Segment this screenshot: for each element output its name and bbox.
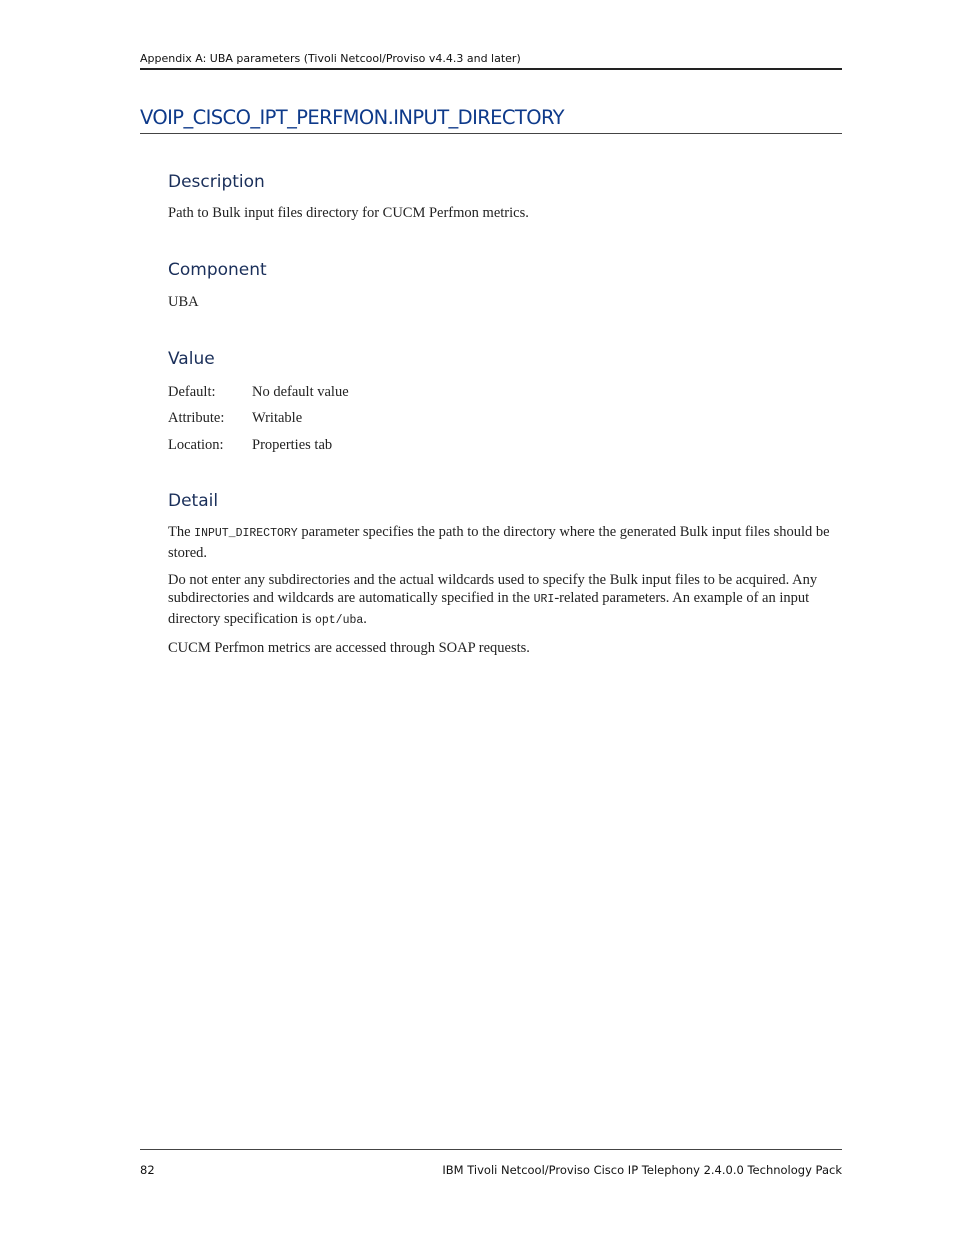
running-header [140, 52, 842, 70]
detail-p2-code-path: opt/uba [314, 613, 364, 627]
running-header-text: Appendix A: UBA parameters (Tivoli Netcool/Proviso v4.4.3 and later) [140, 52, 521, 65]
detail-body [168, 523, 842, 666]
component-text: UBA [168, 294, 199, 310]
detail-p1-after: parameter specifies the path to the directory where the generated Bulk input files should be stored. [168, 524, 830, 561]
value-table [168, 379, 349, 459]
value-row-location [168, 432, 349, 459]
detail-paragraph-1 [168, 523, 842, 562]
description-heading: Description [168, 172, 265, 192]
value-default: No default value [252, 383, 349, 400]
value-row-attribute [168, 406, 349, 433]
value-attribute: Writable [252, 410, 303, 427]
detail-p1-code: INPUT_DIRECTORY [194, 527, 298, 540]
detail-p1-before: The [168, 524, 195, 540]
detail-heading: Detail [168, 491, 219, 511]
detail-paragraph-3: CUCM Perfmon metrics are accessed through SOAP requests. [168, 639, 530, 656]
page-number: 82 [140, 1163, 155, 1177]
value-heading: Value [168, 349, 215, 369]
detail-paragraph-2 [168, 571, 842, 631]
value-row-default [168, 379, 349, 406]
page-title: VOIP_CISCO_IPT_PERFMON.INPUT_DIRECTORY [140, 105, 842, 134]
value-label-attribute: Attribute: [168, 410, 225, 427]
value-label-location: Location: [168, 436, 224, 453]
footer-product-title: IBM Tivoli Netcool/Proviso Cisco IP Telephony 2.4.0.0 Technology Pack [442, 1163, 842, 1177]
detail-p2-middle: -related parameters. An example of an input directory specification is [168, 590, 810, 627]
value-label-default: Default: [168, 383, 216, 400]
value-location: Properties tab [252, 436, 333, 453]
detail-p2-end: . [363, 610, 367, 627]
component-heading: Component [168, 260, 267, 280]
detail-p2-before: Do not enter any subdirectories and the actual wildcards used to specify the Bulk input files to be acquired. Any subdirectories and wildcards are automatically specified in the [168, 571, 818, 606]
description-text: Path to Bulk input files directory for CUCM Perfmon metrics. [168, 205, 529, 221]
detail-p2-code-uri: URI [533, 593, 555, 606]
footer-rule [140, 1149, 842, 1150]
